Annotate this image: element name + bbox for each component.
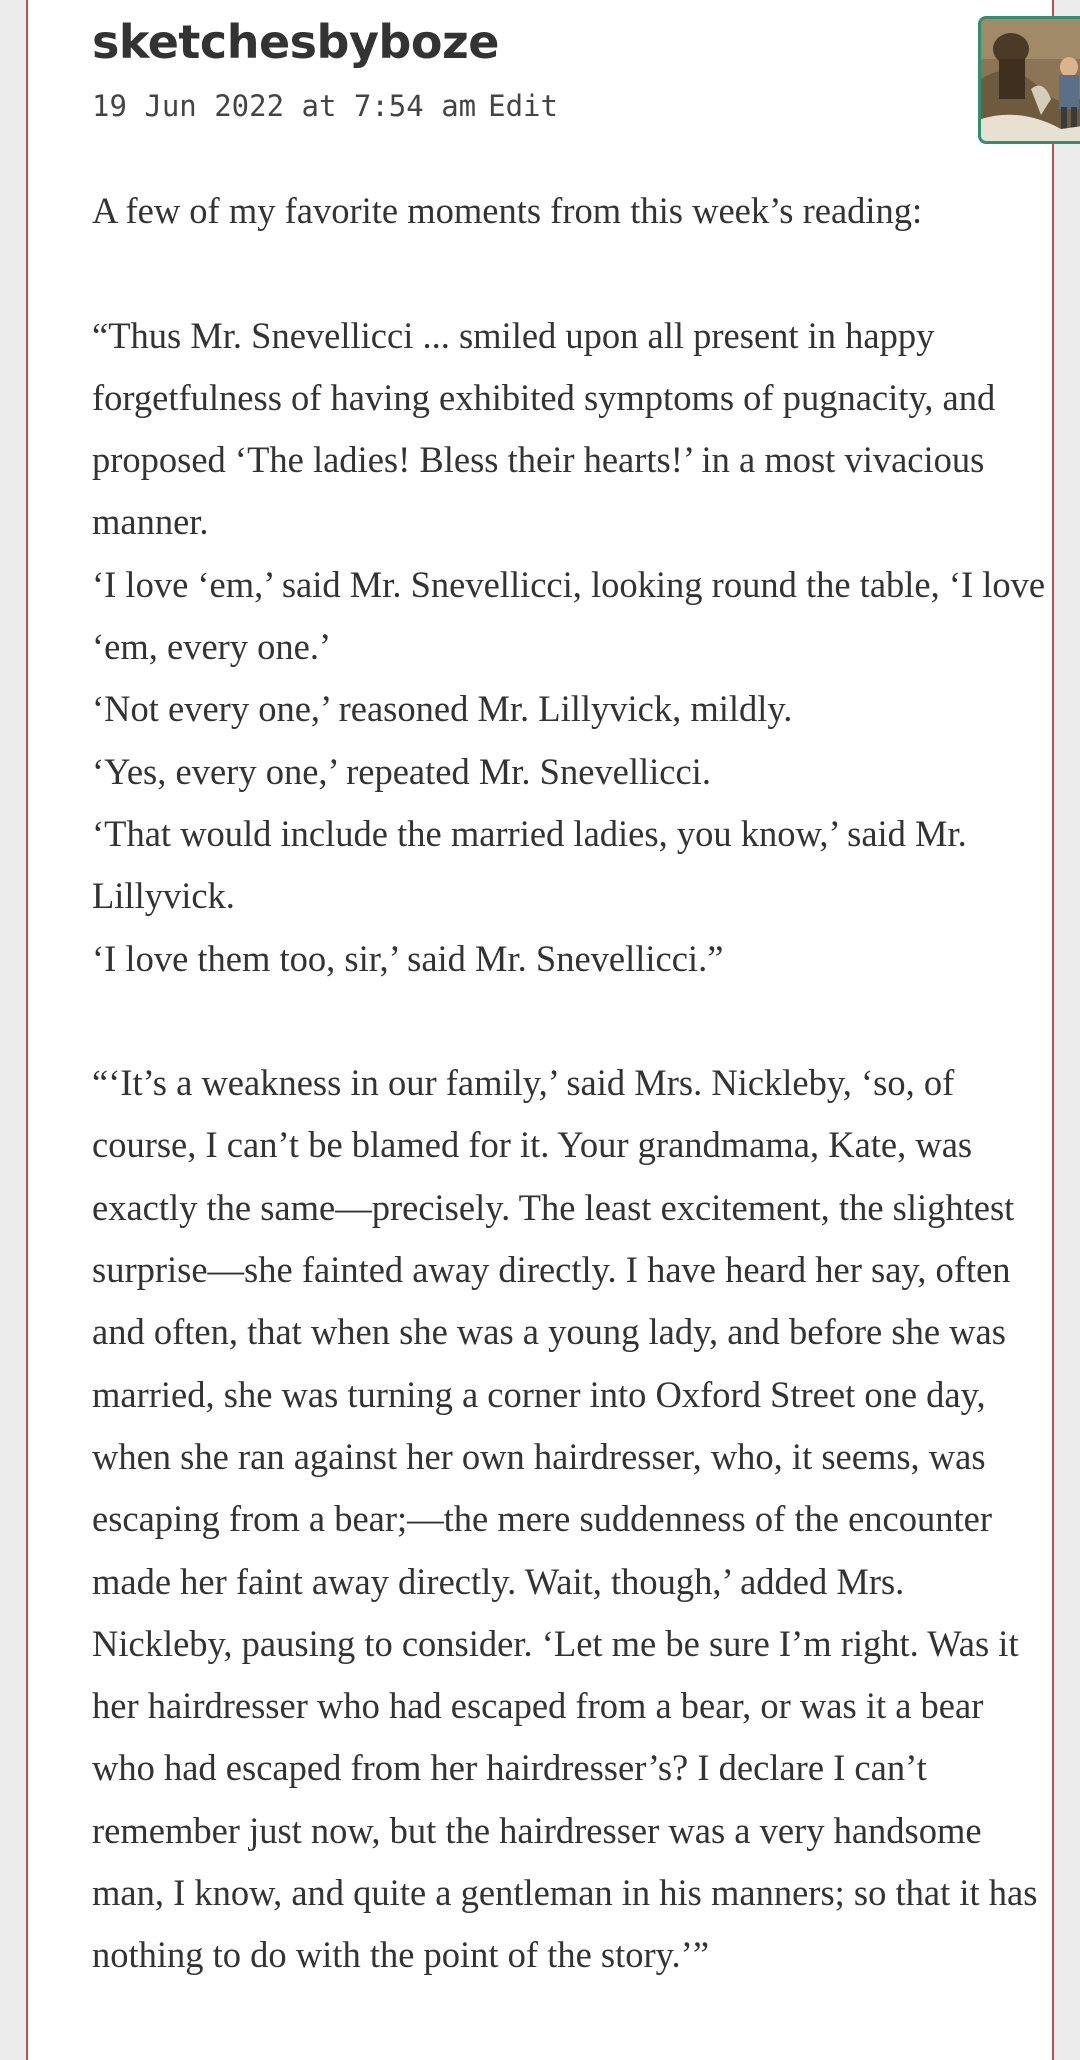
comment-intro: A few of my favorite moments from this week’s reading: xyxy=(92,190,923,231)
comment-author[interactable]: sketchesbyboze xyxy=(92,15,499,69)
quote-line: ‘I love them too, sir,’ said Mr. Snevellicci.” xyxy=(92,937,724,979)
comment-header xyxy=(92,10,1012,150)
quote-block-2: “‘It’s a weakness in our family,’ said Mrs. Nickleby, ‘so, of course, I can’t be blamed for it. Your grandmama, Kate, was exactly the same—precisely. The least excitement, the slightest surprise—she fainted away directly. I have heard her say, often and often, that when she was a young lady, and before she was married, she was turning a corner into Oxford Street one day, when she ran against her own hairdresser, who, it seems, was escaping from a bear;—the mere suddenness of the encounter made her faint away directly. Wait, though,’ added Mrs. Nickleby, pausing to consider. ‘Let me be sure I’m right. Was it her hairdresser who had escaped from a bear, or was it a bear who had escaped from her hairdresser’s? I declare I can’t remember just now, but the hairdresser was a very handsome man, I know, and quite a gentleman in his manners; so that it has nothing to do with the point of the story.’” xyxy=(92,1062,1038,1976)
quote-line: ‘Yes, every one,’ repeated Mr. Snevellicci. xyxy=(92,750,711,792)
comment-body xyxy=(92,180,1052,1987)
edit-link[interactable]: Edit xyxy=(488,89,558,123)
quote-line: ‘That would include the married ladies, you know,’ said Mr. Lillyvick. xyxy=(92,812,967,917)
quote-line: ‘I love ‘em,’ said Mr. Snevellicci, looking round the table, ‘I love ‘em, every one.’ xyxy=(92,563,1046,668)
quote-line: “Thus Mr. Snevellicci ... smiled upon all present in happy forgetfulness of having exhibited symptoms of pugnacity, and proposed ‘The ladies! Bless their hearts!’ in a most vivacious manner. xyxy=(92,314,996,543)
comment-card xyxy=(26,0,1054,2060)
quote-line: ‘Not every one,’ reasoned Mr. Lillyvick, mildly. xyxy=(92,688,793,730)
comment-meta xyxy=(92,88,558,124)
user-avatar-illustration-icon xyxy=(981,19,1080,141)
comment-date[interactable]: 19 Jun 2022 at 7:54 am xyxy=(92,89,477,123)
avatar[interactable] xyxy=(978,16,1080,144)
quote-block-1 xyxy=(92,305,1052,990)
